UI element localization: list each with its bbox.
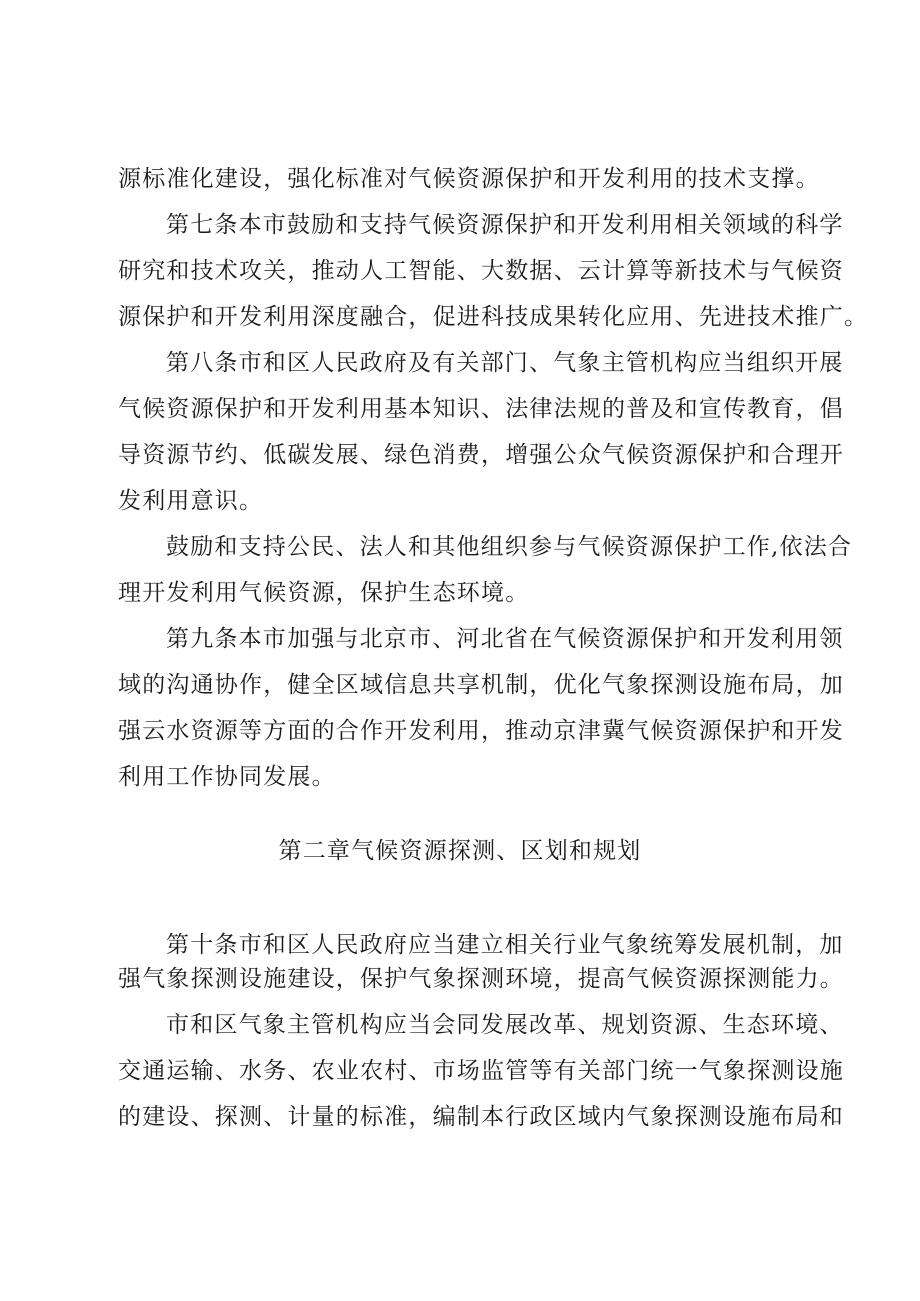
- text-line: 气候资源保护和开发利用基本知识、法律法规的普及和宣传教育，倡: [118, 396, 844, 422]
- text-line: 源保护和开发利用深度融合，促进科技成果转化应用、先进技术推广。: [118, 304, 869, 330]
- paragraph: 市和区气象主管机构应当会同发展改革、规划资源、生态环境、: [166, 1012, 844, 1038]
- text-line: 研究和技术攻关，推动人工智能、大数据、云计算等新技术与气候资: [118, 258, 844, 284]
- text-line: 的建设、探测、计量的标准，编制本行政区域内气象探测设施布局和: [118, 1104, 844, 1130]
- paragraph: 鼓励和支持公民、法人和其他组织参与气候资源保护工作,依法合: [166, 534, 853, 560]
- article-8-paragraph: 第八条市和区人民政府及有关部门、气象主管机构应当组织开展: [166, 350, 844, 376]
- text-line: 发利用意识。: [118, 488, 264, 514]
- text-line: 源标准化建设，强化标准对气候资源保护和开发利用的技术支撑。: [118, 166, 820, 192]
- text-line: 利用工作协同发展。: [118, 764, 336, 790]
- text-line: 交通运输、水务、农业农村、市场监管等有关部门统一气象探测设施: [118, 1058, 844, 1084]
- article-10-paragraph: 第十条市和区人民政府应当建立相关行业气象统筹发展机制，加: [166, 932, 844, 958]
- text-line: 强云水资源等方面的合作开发利用，推动京津冀气候资源保护和开发: [118, 718, 844, 744]
- chapter-heading: 第二章气候资源探测、区划和规划: [278, 838, 642, 864]
- text-line: 域的沟通协作，健全区域信息共享机制，优化气象探测设施布局，加: [118, 672, 844, 698]
- text-line: 理开发利用气候资源，保护生态环境。: [118, 580, 530, 606]
- article-7-paragraph: 第七条本市鼓励和支持气候资源保护和开发利用相关领域的科学: [166, 212, 844, 238]
- text-line: 强气象探测设施建设，保护气象探测环境，提高气候资源探测能力。: [118, 966, 844, 992]
- text-line: 导资源节约、低碳发展、绿色消费，增强公众气候资源保护和合理开: [118, 442, 844, 468]
- article-9-paragraph: 第九条本市加强与北京市、河北省在气候资源保护和开发利用领: [166, 626, 844, 652]
